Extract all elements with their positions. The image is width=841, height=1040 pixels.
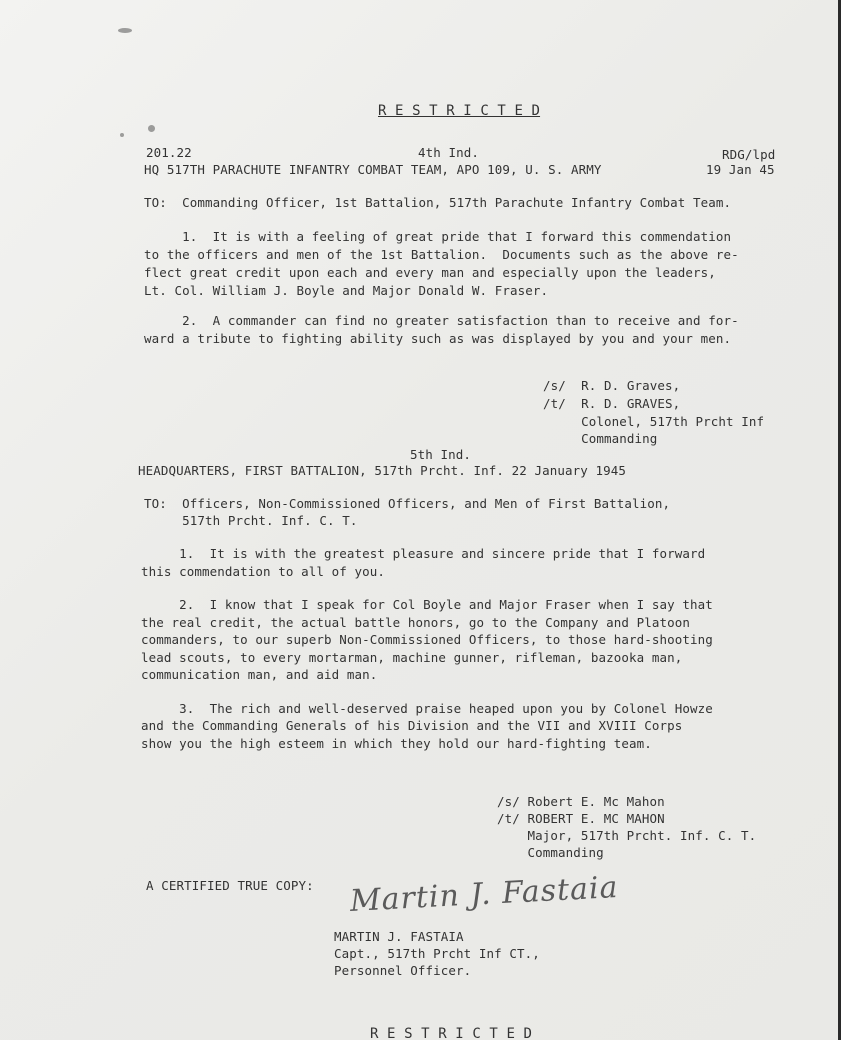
handwritten-signature: Martin J. Fastaia bbox=[349, 869, 620, 919]
text-line: 1. It is with the greatest pleasure and sincere pride that I forward bbox=[141, 546, 706, 561]
restricted-header: R E S T R I C T E D bbox=[378, 103, 541, 119]
text-line: and the Commanding Generals of his Division and the VII and XVIII Corps bbox=[141, 718, 683, 733]
text-line: to the officers and men of the 1st Battalion. Documents such as the above re- bbox=[144, 247, 739, 262]
certified-copy-label: A CERTIFIED TRUE COPY: bbox=[146, 878, 314, 893]
certifying-officer-name: MARTIN J. FASTAIA bbox=[334, 929, 464, 944]
fourth-indorsement: 4th Ind. bbox=[418, 145, 480, 160]
certifying-officer-role: Personnel Officer. bbox=[334, 963, 472, 978]
text-line: ward a tribute to fighting ability such as was displayed by you and your men. bbox=[144, 331, 732, 346]
text-line: lead scouts, to every mortarman, machine gunner, rifleman, bazooka man, bbox=[141, 650, 683, 665]
reference-initials: RDG/lpd bbox=[722, 147, 776, 162]
text-line: TO: Officers, Non-Commissioned Officers, and Men of First Battalion, bbox=[144, 496, 671, 511]
signature-line: Commanding bbox=[497, 845, 604, 860]
signature-line: /s/ R. D. Graves, bbox=[543, 378, 681, 393]
text-line: the real credit, the actual battle honors, go to the Company and Platoon bbox=[141, 615, 691, 630]
signature-line: /t/ ROBERT E. MC MAHON bbox=[497, 811, 665, 826]
to-line-commanding-officer: TO: Commanding Officer, 1st Battalion, 517th Parachute Infantry Combat Team. bbox=[144, 195, 732, 210]
certifying-officer-title: Capt., 517th Prcht Inf CT., bbox=[334, 946, 540, 961]
signature-line: Commanding bbox=[543, 431, 658, 446]
signature-line: Colonel, 517th Prcht Inf bbox=[543, 414, 765, 429]
text-line: this commendation to all of you. bbox=[141, 564, 386, 579]
text-line: Lt. Col. William J. Boyle and Major Donald W. Fraser. bbox=[144, 283, 549, 298]
fourth-indorsement-date: 19 Jan 45 bbox=[706, 162, 775, 177]
text-line: 2. A commander can find no greater satisfaction than to receive and for- bbox=[144, 313, 739, 328]
text-line: 3. The rich and well-deserved praise heaped upon you by Colonel Howze bbox=[141, 701, 713, 716]
restricted-footer: R E S T R I C T E D bbox=[370, 1026, 533, 1040]
signature-line: /t/ R. D. GRAVES, bbox=[543, 396, 681, 411]
text-line: commanders, to our superb Non-Commissioned Officers, to those hard-shooting bbox=[141, 632, 713, 647]
reference-number: 201.22 bbox=[146, 145, 192, 160]
text-line: 2. I know that I speak for Col Boyle and Major Fraser when I say that bbox=[141, 597, 713, 612]
ink-smudge bbox=[148, 125, 155, 132]
signature-line: /s/ Robert E. Mc Mahon bbox=[497, 794, 665, 809]
fifth-indorsement: 5th Ind. bbox=[410, 447, 472, 462]
text-line: 517th Prcht. Inf. C. T. bbox=[144, 513, 358, 528]
hq-line-combat-team: HQ 517TH PARACHUTE INFANTRY COMBAT TEAM, APO 109, U. S. ARMY bbox=[144, 162, 602, 177]
text-line: show you the high esteem in which they hold our hard-fighting team. bbox=[141, 736, 652, 751]
text-line: flect great credit upon each and every man and especially upon the leaders, bbox=[144, 265, 716, 280]
text-line: 1. It is with a feeling of great pride that I forward this commendation bbox=[144, 229, 732, 244]
signature-line: Major, 517th Prcht. Inf. C. T. bbox=[497, 828, 757, 843]
text-line: communication man, and aid man. bbox=[141, 667, 378, 682]
ink-smudge bbox=[118, 28, 132, 33]
hq-line-first-battalion: HEADQUARTERS, FIRST BATTALION, 517th Prcht. Inf. 22 January 1945 bbox=[138, 463, 627, 478]
ink-smudge bbox=[120, 133, 124, 137]
